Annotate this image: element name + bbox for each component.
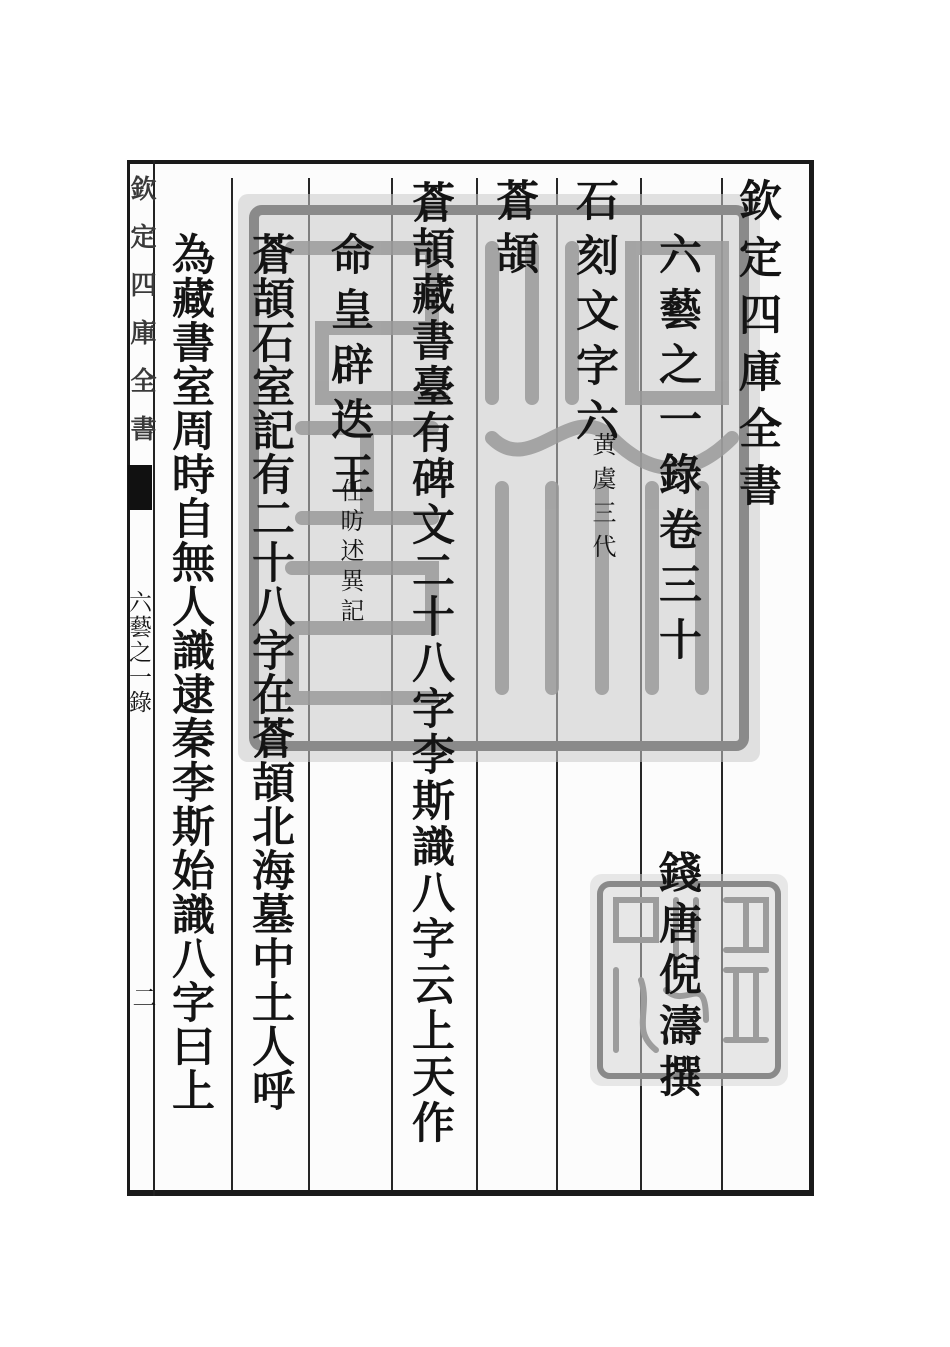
volume-title: 六藝之一錄卷三十 xyxy=(652,232,702,672)
spine-section-label: 六藝之一錄 xyxy=(125,590,151,715)
author-line: 錢唐倪濤撰 xyxy=(652,850,702,1105)
text-column-4: 為藏書室周時自無人識逮秦李斯始識八字曰上 xyxy=(165,232,215,1112)
text-column-2-note: 任昉述異記 xyxy=(336,478,364,628)
text-column-2: 命皇辟迭王 xyxy=(324,232,374,507)
collection-title: 欽定四庫全書 xyxy=(732,178,782,520)
section-note: 黄虞三代 xyxy=(588,432,616,568)
text-column-3: 蒼頡石室記有二十八字在蒼頡北海墓中土人呼 xyxy=(245,232,295,1112)
spine-fishtail-mark xyxy=(128,465,152,510)
spine-book-title: 欽定四庫全書 xyxy=(126,175,156,463)
spine-page-number: 二 xyxy=(128,985,156,1015)
section-heading: 石刻文字六 xyxy=(569,178,619,453)
item-title: 蒼頡 xyxy=(489,178,539,284)
text-column-1: 蒼頡藏書臺有碑文二十八字李斯識八字云上天作 xyxy=(405,180,455,1146)
